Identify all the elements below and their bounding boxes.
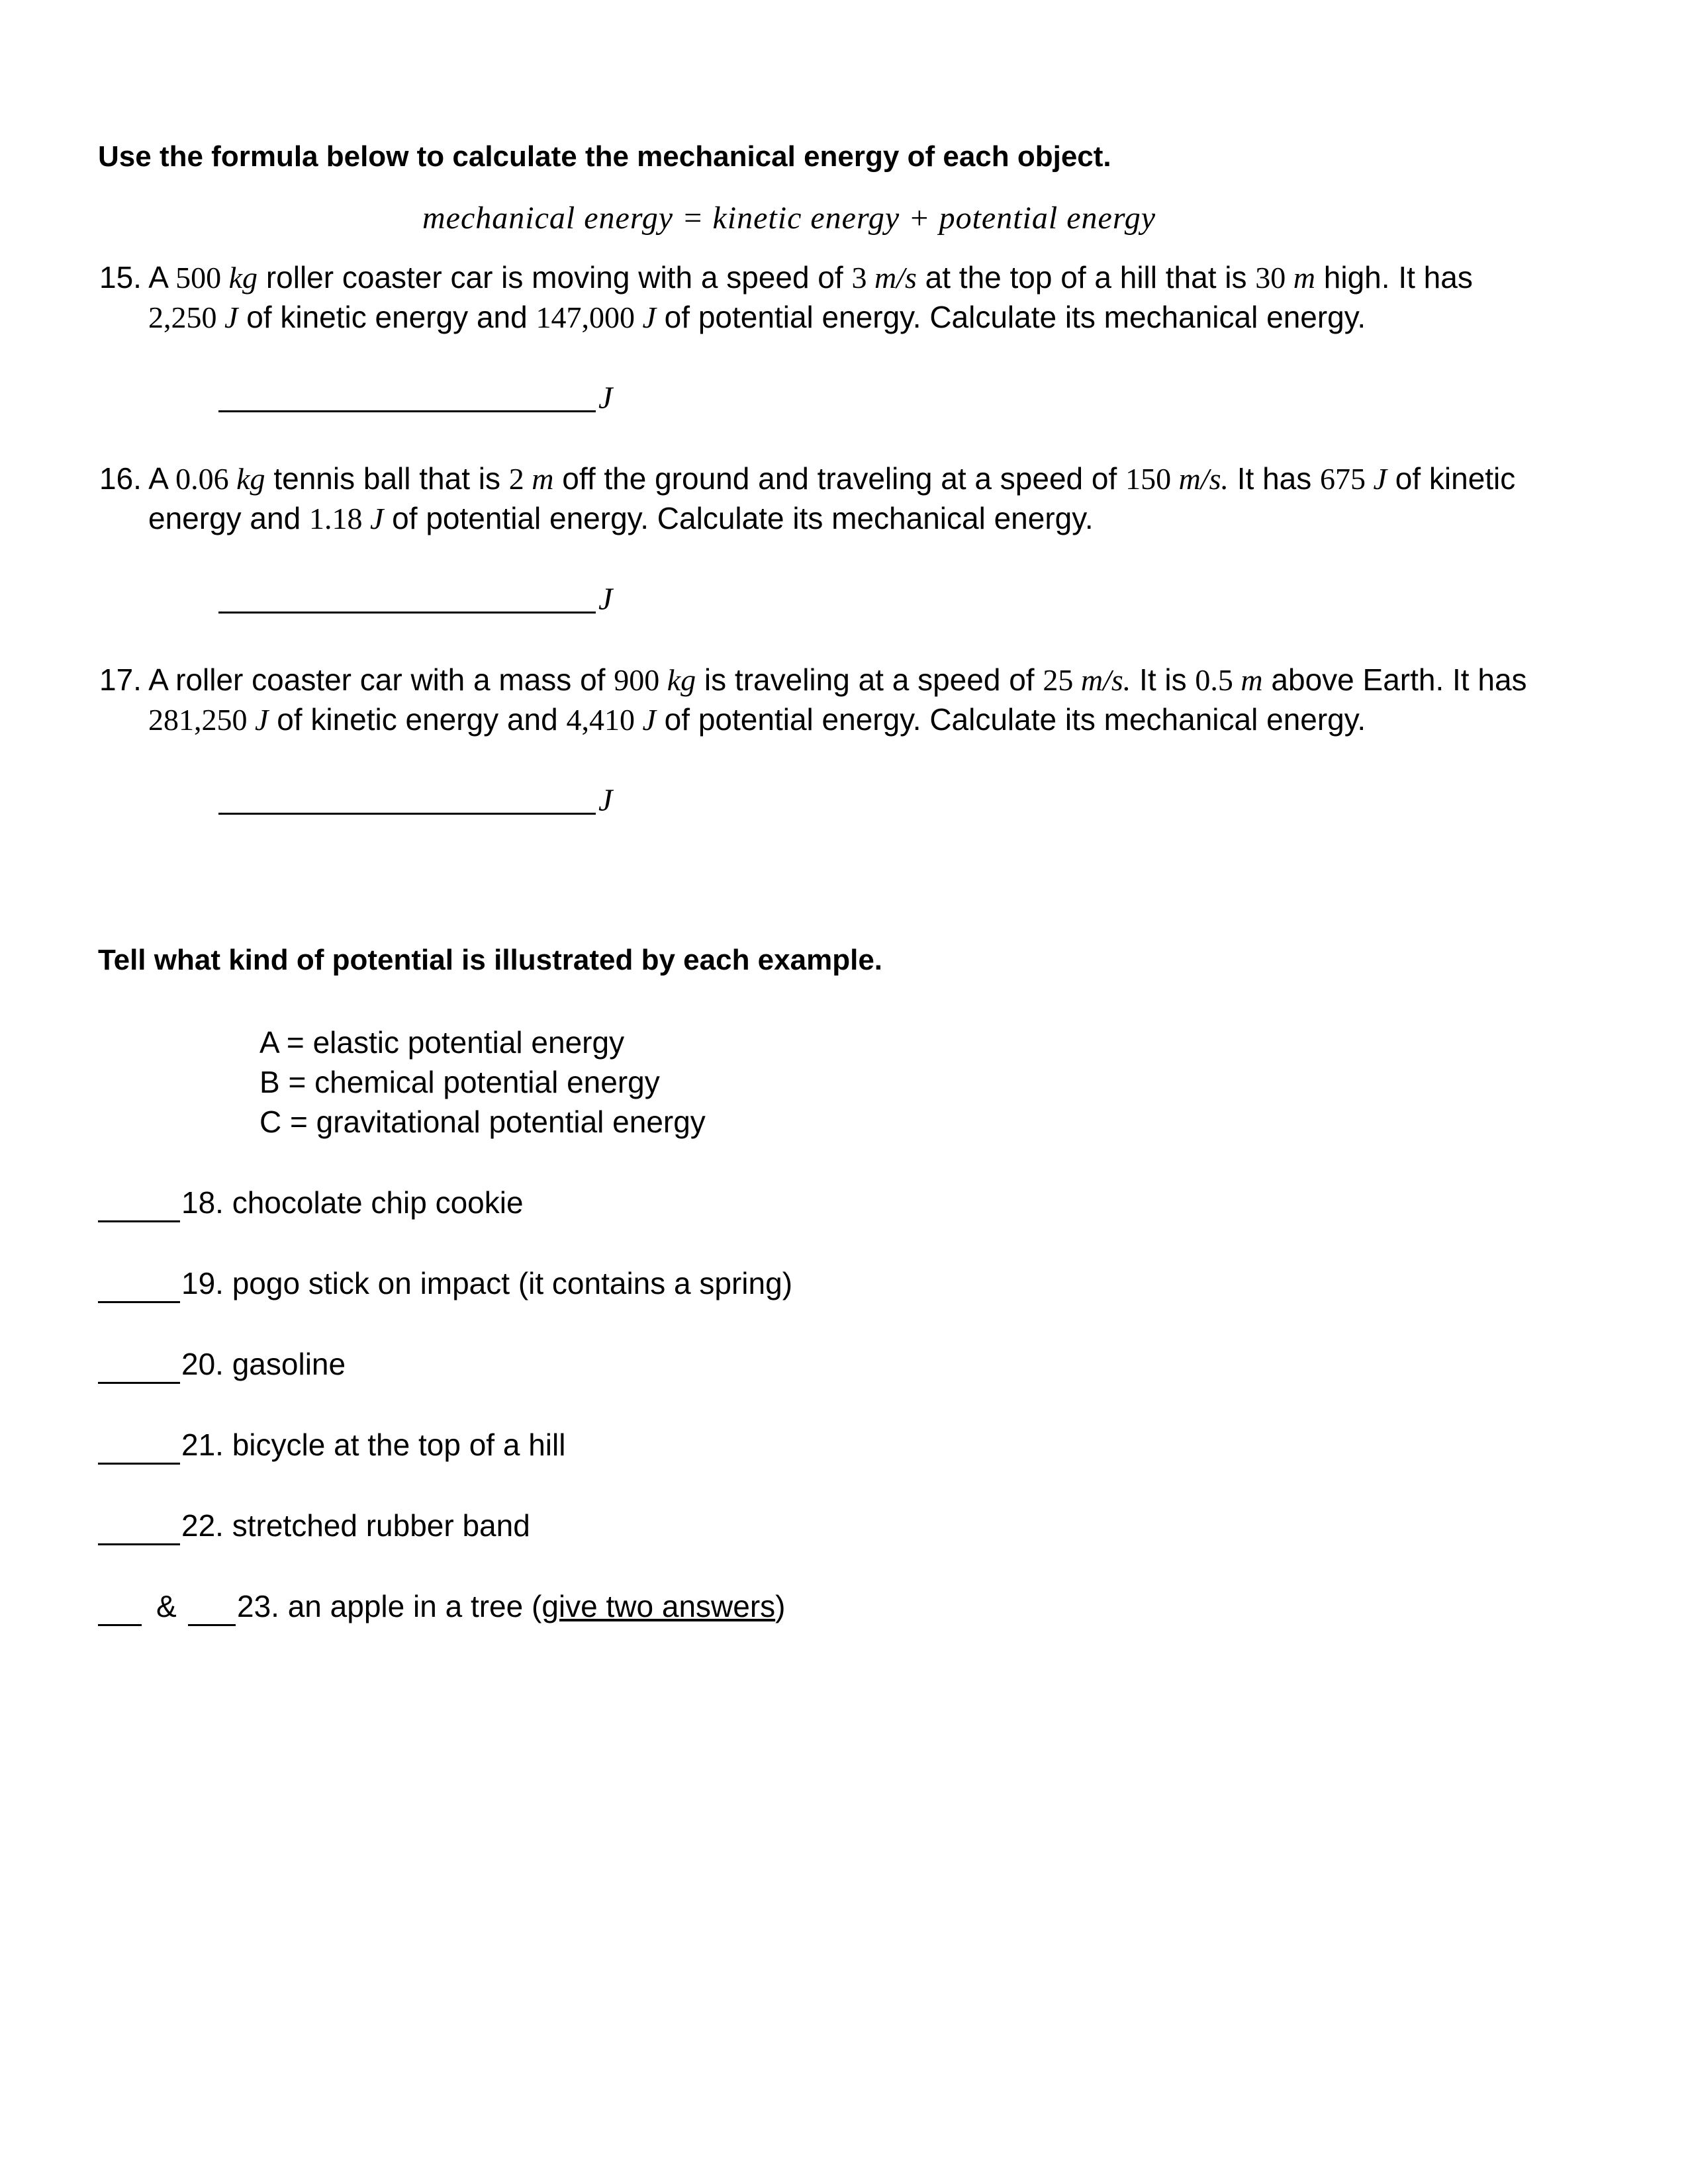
unit: m/s. xyxy=(1073,663,1131,697)
answer-blank-20[interactable] xyxy=(98,1382,180,1384)
unit: m xyxy=(524,462,554,496)
item-23 xyxy=(237,1588,785,1624)
item-18: 18. chocolate chip cookie xyxy=(181,1185,524,1220)
text: of kinetic xyxy=(1386,461,1516,496)
text: off the ground and traveling at a speed of xyxy=(553,461,1126,496)
question-17-line1 xyxy=(99,662,1527,698)
answer-blank-16[interactable] xyxy=(218,612,596,614)
answer-unit-16: J xyxy=(598,582,613,617)
value: 1.18 xyxy=(308,502,363,535)
answer-blank-18[interactable] xyxy=(98,1220,180,1222)
key-a: A = elastic potential energy xyxy=(259,1025,625,1060)
unit: J xyxy=(634,703,656,737)
item-23-text: 23. an apple in a tree ( xyxy=(237,1589,542,1623)
question-16-line2 xyxy=(148,500,1094,536)
answer-blank-22[interactable] xyxy=(98,1543,180,1545)
question-17-line2 xyxy=(148,702,1366,737)
text: of kinetic energy and xyxy=(238,300,536,334)
question-15-line2 xyxy=(148,299,1366,335)
section1-heading: Use the formula below to calculate the mechanical energy of each object. xyxy=(98,140,1111,173)
value: 4,410 xyxy=(566,703,635,737)
question-number: 17. xyxy=(99,662,142,697)
unit: kg xyxy=(659,663,696,697)
key-c: C = gravitational potential energy xyxy=(259,1105,706,1139)
item-23-instruction: give two answers xyxy=(541,1589,776,1623)
key-b: B = chemical potential energy xyxy=(259,1065,660,1099)
value: 2 xyxy=(508,462,524,496)
item-19: 19. pogo stick on impact (it contains a spring) xyxy=(181,1266,793,1300)
text: of potential energy. Calculate its mechanical energy. xyxy=(655,300,1366,334)
text: roller coaster car is moving with a speed of xyxy=(258,260,852,295)
unit: J xyxy=(247,703,269,737)
unit: J xyxy=(1366,462,1387,496)
unit: m xyxy=(1286,261,1316,295)
value: 30 xyxy=(1255,261,1286,295)
value: 2,250 xyxy=(148,300,217,334)
text: energy and xyxy=(148,501,309,535)
value: 675 xyxy=(1320,462,1366,496)
unit: kg xyxy=(221,261,258,295)
value: 25 xyxy=(1043,663,1074,697)
value: 900 xyxy=(614,663,660,697)
text: of kinetic energy and xyxy=(268,702,567,737)
text: at the top of a hill that is xyxy=(916,260,1256,295)
item-22: 22. stretched rubber band xyxy=(181,1508,530,1543)
unit: J xyxy=(634,300,656,334)
ampersand: & xyxy=(156,1589,177,1623)
question-16-line1 xyxy=(99,461,1515,496)
value: 281,250 xyxy=(148,703,248,737)
unit: m xyxy=(1233,663,1263,697)
unit: kg xyxy=(228,462,265,496)
answer-blank-17[interactable] xyxy=(218,813,596,815)
question-number: 15. xyxy=(99,260,142,295)
unit: m/s xyxy=(867,261,917,295)
value: 150 xyxy=(1125,462,1172,496)
text: above Earth. It has xyxy=(1262,662,1527,697)
text: is traveling at a speed of xyxy=(696,662,1043,697)
mechanical-energy-formula: mechanical energy = kinetic energy + potential energy xyxy=(422,201,1156,236)
value: 147,000 xyxy=(536,300,635,334)
value: 0.5 xyxy=(1195,663,1233,697)
text: of potential energy. Calculate its mechanical energy. xyxy=(655,702,1366,737)
item-20: 20. gasoline xyxy=(181,1347,346,1381)
answer-blank-23b[interactable] xyxy=(188,1624,236,1626)
text: high. It has xyxy=(1315,260,1473,295)
answer-unit-15: J xyxy=(598,381,613,416)
question-15-line1 xyxy=(99,259,1473,295)
item-23-close: ) xyxy=(775,1589,786,1623)
value: 3 xyxy=(851,261,867,295)
text: of potential energy. Calculate its mechanical energy. xyxy=(383,501,1094,535)
text: It has xyxy=(1228,461,1321,496)
answer-blank-15[interactable] xyxy=(218,410,596,412)
unit: J xyxy=(216,300,238,334)
section2-heading: Tell what kind of potential is illustrated by each example. xyxy=(98,944,883,976)
value: 500 xyxy=(175,261,222,295)
text: A xyxy=(148,260,176,295)
answer-blank-23a[interactable] xyxy=(98,1624,142,1626)
value: 0.06 xyxy=(175,462,229,496)
question-number: 16. xyxy=(99,461,142,496)
answer-blank-19[interactable] xyxy=(98,1301,180,1303)
answer-blank-21[interactable] xyxy=(98,1463,180,1465)
item-21: 21. bicycle at the top of a hill xyxy=(181,1428,566,1462)
text: A xyxy=(148,461,176,496)
unit: m/s. xyxy=(1171,462,1229,496)
answer-unit-17: J xyxy=(598,783,613,818)
text: tennis ball that is xyxy=(265,461,509,496)
text: It is xyxy=(1131,662,1196,697)
text: A roller coaster car with a mass of xyxy=(148,662,614,697)
unit: J xyxy=(362,502,384,535)
